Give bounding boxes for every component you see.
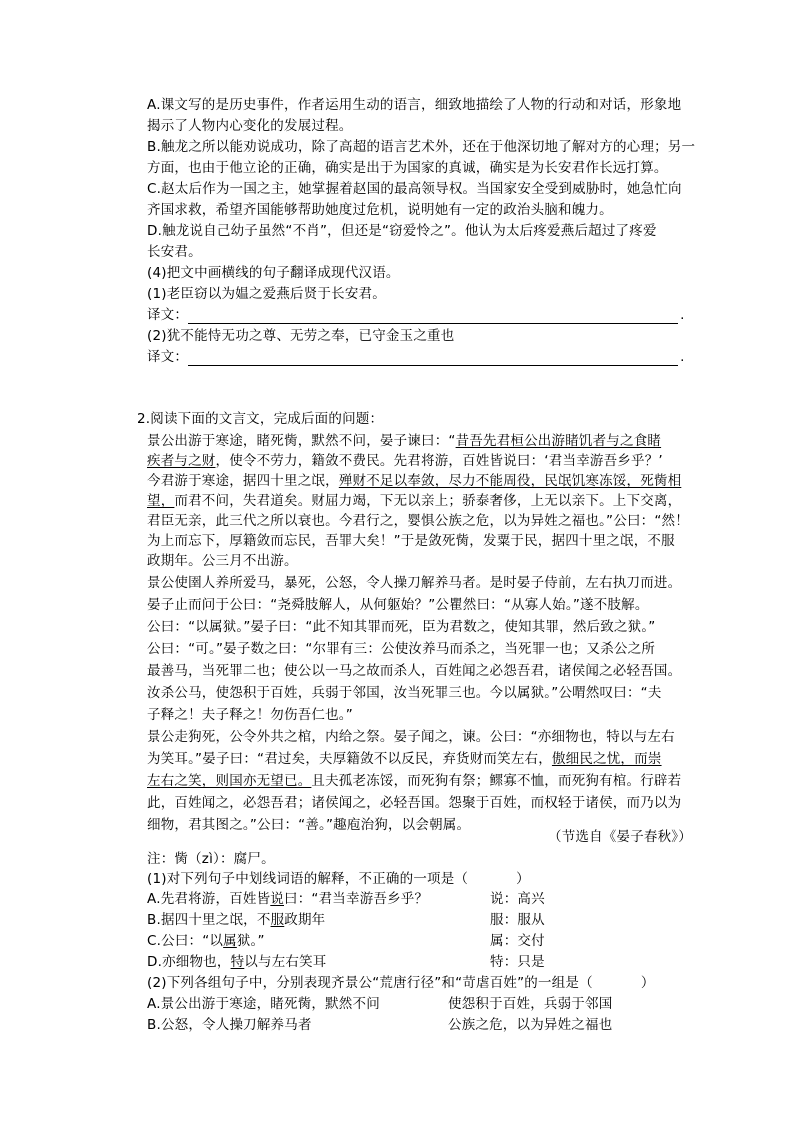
q2-1-option-a-gloss: 说：高兴 [490, 891, 545, 907]
passage-text: 而君不问，失君道矣。财屈力竭，下无以亲上；骄泰奢侈，上无以亲下。上下交离， [174, 493, 682, 509]
passage-line: 为上而忘下，厚籍敛而忘民，吾罪大矣！”于是敛死胔，发粟于民，据四十里之氓，不服 [147, 533, 675, 549]
q1-translate-prompt: (4)把文中画横线的句子翻译成现代汉语。 [147, 265, 400, 281]
q1-option-d-line2: 长安君。 [147, 244, 202, 260]
underlined-word: 服 [270, 912, 285, 928]
q1-option-b-line1: B.触龙之所以能劝说成功，除了高超的语言艺术外，还在于他深切地了解对方的心理；另一 [147, 139, 696, 155]
q1-answer-line-1 [147, 306, 685, 324]
underlined-word: 属 [223, 933, 237, 949]
passage-line [147, 492, 681, 510]
option-text: 政期年 [284, 912, 326, 928]
q2-2-option-b-right: 公族之危，以为异姓之福也 [448, 1017, 613, 1033]
answer-blank-1[interactable] [188, 309, 678, 324]
passage-line: 政期年。公三月不出游。 [147, 553, 298, 569]
option-text: D.亦细物也， [147, 954, 231, 970]
passage-line [147, 452, 663, 470]
q2-1-option-c[interactable] [147, 932, 265, 950]
passage-line [147, 432, 661, 450]
passage-line [147, 750, 662, 768]
q2-heading: 2.阅读下面的文言文，完成后面的问题： [137, 411, 384, 427]
passage-line [147, 472, 681, 490]
q2-2-option-a-right: 使怨积于百姓，兵弱于邻国 [448, 996, 613, 1012]
q2-2-option-a[interactable]: A.景公出游于寒途，睹死胔，默然不问 [147, 996, 380, 1012]
underlined-word: 说 [270, 891, 284, 907]
passage-text: 且夫孤老冻馁，而死狗有祭；鳏寡不恤，而死狗有棺。行辟若 [311, 773, 682, 789]
underlined-sentence: 傲细民之忧，而崇 [551, 751, 662, 767]
question-stem: (1)对下列句子中划线词语的解释，不正确的一项是（ [147, 871, 469, 887]
q1-option-d-line1: D.触龙说自己幼子虽然“不肖”，但还是“窃爱怜之”。他认为太后疼爱燕后超过了疼爱 [147, 223, 657, 239]
passage-text: 为笑耳。”晏子曰：“君过矣，夫厚籍敛不以反民，弃货财而笑左右， [147, 751, 552, 767]
q1-option-c-line1: C.赵太后作为一国之主，她掌握着赵国的最高领导权。当国家安全受到威胁时，她急忙向 [147, 181, 682, 197]
q2-2-option-b[interactable]: B.公怒，令人操刀解养马者 [147, 1017, 312, 1033]
q1-option-a-line1: A.课文写的是历史事件，作者运用生动的语言，细致地描绘了人物的行动和对话，形象地 [147, 97, 682, 113]
option-text: 狱。” [236, 933, 265, 949]
passage-line: 公曰：“以属狱。”晏子曰：“此不知其罪而死，臣为君数之，使知其罪，然后致之狱。” [147, 619, 656, 635]
passage-line: 晏子止而问于公曰：“尧舜肢解人，从何躯始？”公瞿然曰：“从寡人始。”遂不肢解。 [147, 597, 649, 613]
option-text: C.公曰：“以 [147, 933, 224, 949]
passage-line: 子释之！夫子释之！勿伤吾仁也。” [147, 707, 353, 723]
answer-end: . [680, 349, 685, 365]
passage-line: 汝杀公马，使怨积于百姓，兵弱于邻国，汝当死罪三也。今以属狱。”公喟然叹曰：“夫 [147, 685, 662, 701]
passage-line: 景公使圉人养所爱马，暴死，公怒，令人操刀解养马者。是时晏子侍前，左右执刀而进。 [147, 575, 682, 591]
underlined-sentence: 疾者与之财 [147, 453, 216, 469]
q2-1-option-a[interactable] [147, 890, 428, 908]
passage-line: 最善马，当死罪二也；使公以一马之故而杀人，百姓闻之必怨吾君，诸侯闻之必轻吾国。 [147, 663, 682, 679]
q2-1-option-b-gloss: 服：服从 [490, 912, 545, 928]
passage-source: （节选自《晏子春秋》） [548, 829, 692, 845]
q1-answer-line-2 [147, 348, 685, 366]
q2-1-option-d-gloss: 特：只是 [490, 954, 545, 970]
answer-label: 译文： [147, 349, 189, 365]
passage-line: 此，百姓闻之，必怨吾君；诸侯闻之，必轻吾国。怨聚于百姓，而权轻于诸侯，而乃以为 [147, 795, 682, 811]
passage-line: 君臣无亲，此三代之所以衰也。今君行之，婴惧公族之危，以为异姓之福也。”公曰：“然！ [147, 513, 689, 529]
q1-option-c-line2: 齐国求救，希望齐国能够帮助她度过危机，说明她有一定的政治头脑和魄力。 [147, 202, 613, 218]
q2-1-stem [147, 870, 530, 888]
passage-line [147, 772, 681, 790]
option-text: A.先君将游，百姓皆 [147, 891, 271, 907]
answer-blank-2[interactable] [188, 351, 678, 366]
q2-2-stem [147, 974, 655, 992]
annotation-note: 注：胔（zì）：腐尸。 [147, 851, 275, 867]
passage-line: 细物，君其图之。”公曰：“善。”趣庖治狗，以会朝属。 [147, 817, 471, 833]
q1-translate-sentence-2: (2)犹不能恃无功之尊、无劳之奉，已守金玉之重也 [147, 328, 455, 344]
passage-line: 公曰：“可。”晏子数之曰：“尔罪有三：公使汝养马而杀之，当死罪一也；又杀公之所 [147, 641, 656, 657]
option-text: 曰：“君当幸游吾乡乎？ [284, 891, 429, 907]
underlined-sentence: 左右之笑，则国亦无望已。 [147, 773, 312, 789]
underlined-sentence: 昔吾先君桓公出游睹饥者与之食睹 [455, 433, 662, 449]
question-stem-end: ） [516, 871, 530, 887]
q2-1-option-c-gloss: 属：交付 [490, 933, 545, 949]
question-stem: (2)下列各组句子中，分别表现齐景公“荒唐行径”和“苛虐百姓”的一组是（ [147, 975, 593, 991]
underlined-sentence: 殚财不足以奉敛，尽力不能周役，民氓饥寒冻馁，死胔相 [338, 473, 682, 489]
q2-1-option-b[interactable] [147, 911, 325, 929]
passage-text: ，使令不劳力，籍敛不费民。先君将游，百姓皆说曰：‘君当幸游吾乡乎？’ [215, 453, 663, 469]
passage-text: 景公出游于寒途，睹死胔，默然不问，晏子谏曰：“ [147, 433, 456, 449]
option-text: B.据四十里之氓，不 [147, 912, 271, 928]
question-stem-end: ） [640, 975, 655, 991]
passage-line: 景公走狗死，公令外共之棺，内给之祭。晏子闻之，谏。公曰：“亦细物也，特以与左右 [147, 729, 675, 745]
q1-translate-sentence-1: (1)老臣窃以为媪之爱燕后贤于长安君。 [147, 286, 386, 302]
answer-label: 译文： [147, 307, 189, 323]
q1-option-b-line2: 方面，也由于他立论的正确，确实是出于为国家的真诚，确实是为长安君作长远打算。 [147, 160, 668, 176]
q1-option-a-line2: 揭示了人物内心变化的发展过程。 [147, 118, 353, 134]
answer-end: . [680, 307, 685, 323]
underlined-sentence: 望， [147, 493, 175, 509]
underlined-word: 特 [230, 954, 245, 970]
option-text: 以与左右笑耳 [244, 954, 327, 970]
passage-text: 今君游于寒途，据四十里之氓， [147, 473, 339, 489]
q2-1-option-d[interactable] [147, 953, 327, 971]
